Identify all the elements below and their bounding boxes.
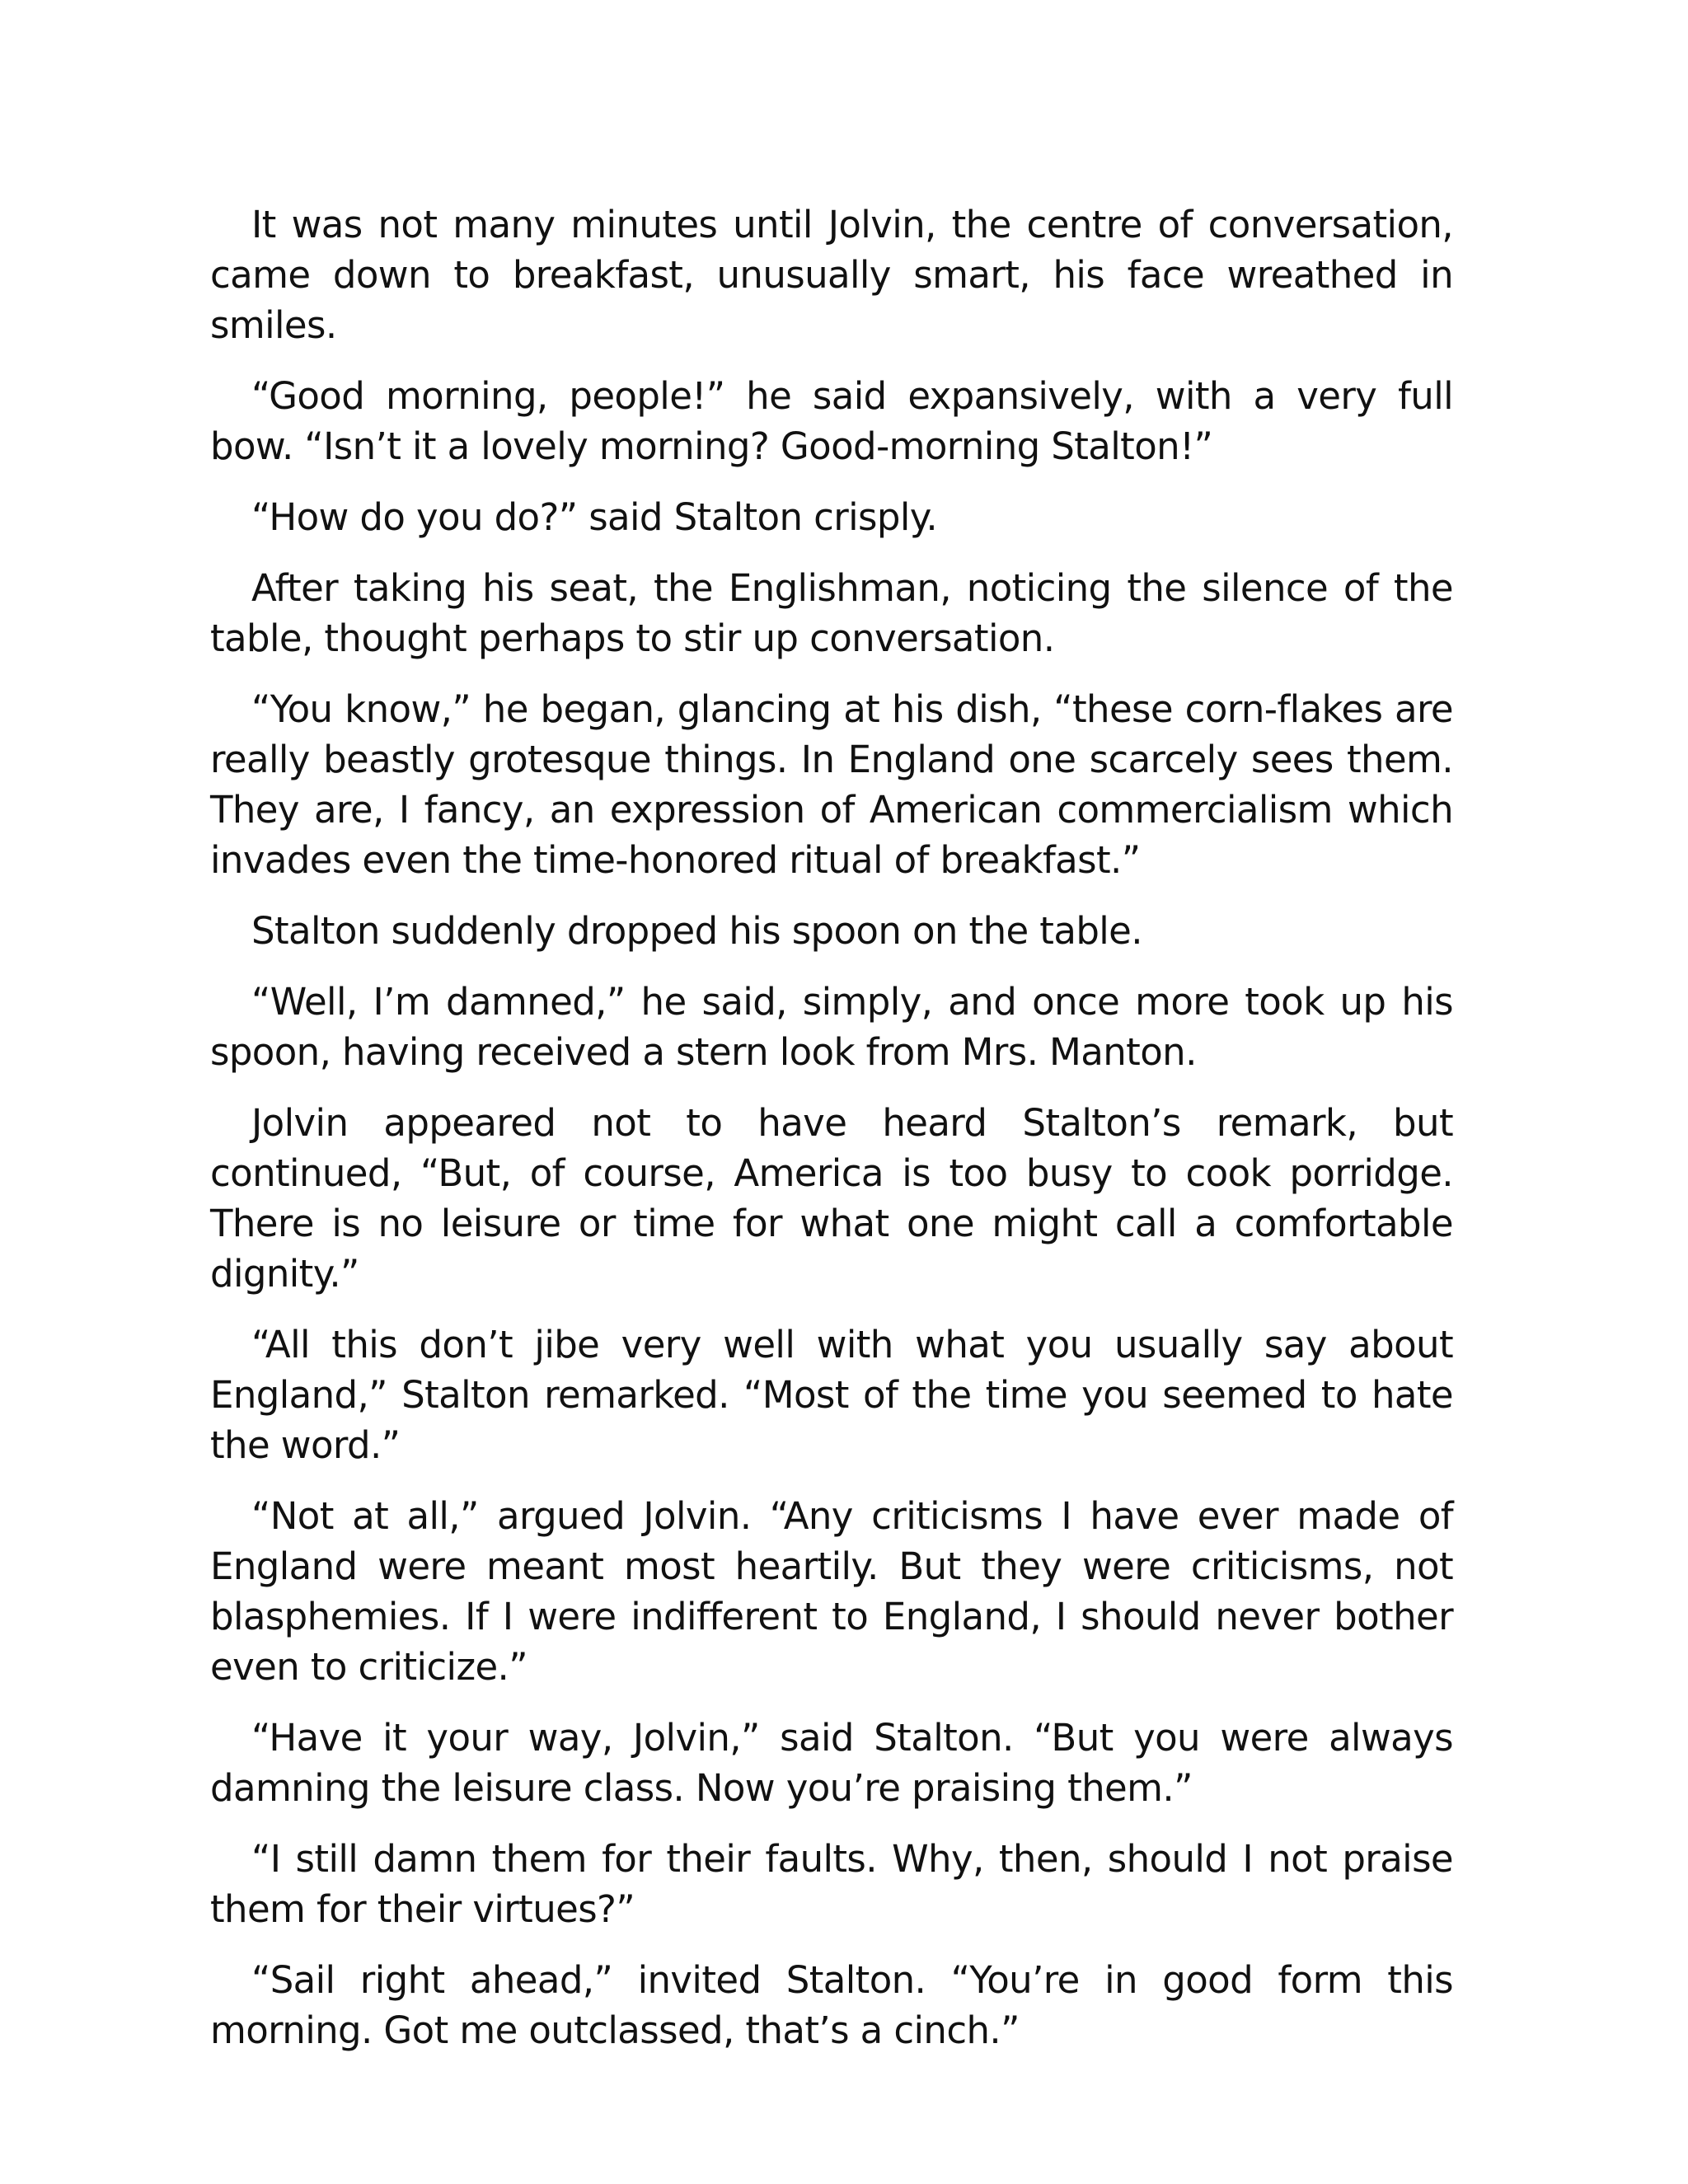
paragraph: “All this don’t jibe very well with what you usually say about England,” Stalton remarked. “Most of the time you seemed to hate the word.” — [210, 1323, 1453, 1467]
paragraph: “I still damn them for their faults. Why, then, should I not praise them for their virtues?” — [210, 1837, 1453, 1931]
paragraph: “You know,” he began, glancing at his dish, “these corn-flakes are really beastly grotesque things. In England one scarcely sees them. They are, I fancy, an expression of American commercialism which invades even the time-honored ritual of breakfast.” — [210, 687, 1453, 882]
paragraph: “Good morning, people!” he said expansively, with a very full bow. “Isn’t it a lovely morning? Good-morning Stalton!” — [210, 374, 1453, 468]
book-page — [210, 199, 1453, 2076]
paragraph: Jolvin appeared not to have heard Stalton’s remark, but continued, “But, of course, America is too busy to cook porridge. There is no leisure or time for what one might call a comfortable dignity.” — [210, 1101, 1453, 1296]
paragraph: It was not many minutes until Jolvin, the centre of conversation, came down to breakfast, unusually smart, his face wreathed in smiles. — [210, 203, 1453, 347]
paragraph: “Have it your way, Jolvin,” said Stalton. “But you were always damning the leisure class. Now you’re praising them.” — [210, 1716, 1453, 1810]
paragraph: After taking his seat, the Englishman, noticing the silence of the table, thought perhaps to stir up conversation. — [210, 566, 1453, 660]
paragraph: “Well, I’m damned,” he said, simply, and once more took up his spoon, having received a stern look from Mrs. Manton. — [210, 980, 1453, 1074]
paragraph: Stalton suddenly dropped his spoon on the table. — [251, 909, 1142, 953]
paragraph: “Not at all,” argued Jolvin. “Any criticisms I have ever made of England were meant most heartily. But they were criticisms, not blasphemies. If I were indifferent to England, I should never bother even to criticize.” — [210, 1494, 1453, 1689]
paragraph: “Sail right ahead,” invited Stalton. “You’re in good form this morning. Got me outclassed, that’s a cinch.” — [210, 1958, 1453, 2052]
paragraph: “How do you do?” said Stalton crisply. — [251, 495, 938, 539]
